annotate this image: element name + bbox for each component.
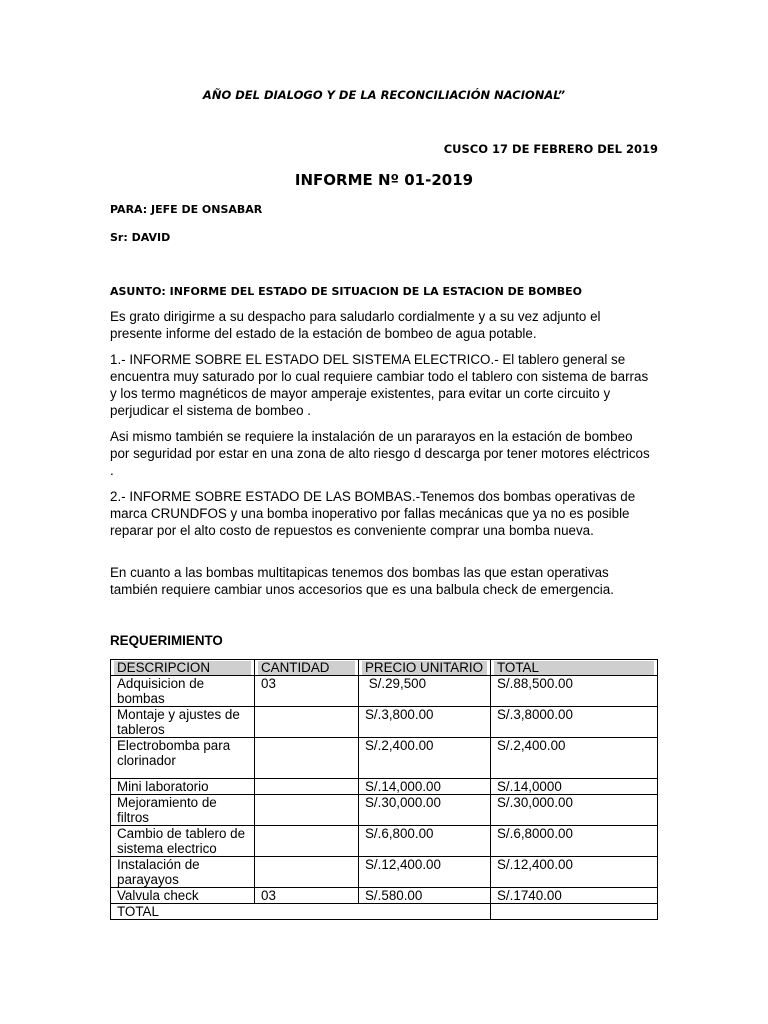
table-row [111,738,658,779]
requerimiento-title: REQUERIMIENTO [110,633,223,648]
paragraph-pumps: 2.- INFORME SOBRE ESTADO DE LAS BOMBAS.-Tenemos dos bombas operativas de marca CRUNDFOS y una bomba inoperativo por fallas mecánicas que ya no es posible reparar por el alto costo de repuestos es conveniente comprar una bomba nueva. [110,489,636,538]
table-cell: Cambio de tablero de sistema electrico [111,826,255,857]
table-cell: S/.3,8000.00 [491,707,658,738]
table-cell: S/.2,400.00 [491,738,658,779]
table-cell: S/.14,000.00 [359,779,491,795]
table-cell: Mini laboratorio [111,779,255,795]
table-cell [255,738,359,779]
table-cell: S/.12,400.00 [491,857,658,888]
informe-number: INFORME Nº 01-2019 [294,171,474,189]
table-row [111,779,658,795]
table-cell: S/.30,000.00 [359,795,491,826]
paragraph-greeting: Es grato dirigirme a su despacho para saludarlo cordialmente y a su vez adjunto el presente informe del estado de la estación de bombeo de agua potable. [110,309,601,341]
recipient-sr: Sr: DAVID [110,231,171,244]
requirements-table [110,659,658,920]
table-cell [255,779,359,795]
table-cell: S/.580.00 [359,888,491,904]
table-total-row [111,904,658,920]
table-row [111,857,658,888]
table-cell: 03 [255,676,359,707]
table-row [111,888,658,904]
table-cell: S/.88,500.00 [491,676,658,707]
table-cell [255,826,359,857]
table-cell: Valvula check [111,888,255,904]
column-header: DESCRIPCION [111,660,255,676]
table-cell: S/.29,500 [359,676,491,707]
subject-asunto: ASUNTO: INFORME DEL ESTADO DE SITUACION DE LA ESTACION DE BOMBEO [110,285,583,298]
table-row [111,826,658,857]
paragraph-lightning-rod: Asi mismo también se requiere la instalación de un pararayos en la estación de bombeo por seguridad por estar en una zona de alto riesgo d descarga por tener motores eléctricos . [110,429,650,478]
table-row [111,676,658,707]
total-label: TOTAL [111,904,491,920]
table-row [111,795,658,826]
column-header: CANTIDAD [255,660,359,676]
paragraph-multistage: En cuanto a las bombas multitapicas tenemos dos bombas las que estan operativas también requiere cambiar unos accesorios que es una balbula check de emergencia. [110,565,614,597]
table-cell: S/.3,800.00 [359,707,491,738]
table-cell: S/.12,400.00 [359,857,491,888]
table-cell: S/.30,000.00 [491,795,658,826]
recipient-para: PARA: JEFE DE ONSABAR [110,203,263,216]
table-cell [255,707,359,738]
table-row [111,707,658,738]
table-cell: Montaje y ajustes de tableros [111,707,255,738]
table-cell: S/.6,800.00 [359,826,491,857]
table-cell: 03 [255,888,359,904]
table-cell: Instalación de parayayos [111,857,255,888]
paragraph-electrical: 1.- INFORME SOBRE EL ESTADO DEL SISTEMA ELECTRICO.- El tablero general se encuentra muy saturado por lo cual requiere cambiar todo el tablero con sistema de barras y los termo magnéticos de mayor amperaje existentes, para evitar un corte circuito y perjudicar el sistema de bombeo . [110,352,649,418]
year-title: AÑO DEL DIALOGO Y DE LA RECONCILIACIÓN NACIONAL” [202,88,566,102]
total-value [491,904,658,920]
table-cell: S/.6,8000.00 [491,826,658,857]
table-cell: Mejoramiento de filtros [111,795,255,826]
column-header: TOTAL [491,660,658,676]
table-cell: S/.2,400.00 [359,738,491,779]
table-cell: Electrobomba para clorinador [111,738,255,779]
table-cell: S/.14,0000 [491,779,658,795]
table-header-row [111,660,658,676]
document-date: CUSCO 17 DE FEBRERO DEL 2019 [443,142,658,156]
table-cell: S/.1740.00 [491,888,658,904]
table-cell: Adquisicion de bombas [111,676,255,707]
column-header: PRECIO UNITARIO [359,660,491,676]
table-cell [255,857,359,888]
table-cell [255,795,359,826]
